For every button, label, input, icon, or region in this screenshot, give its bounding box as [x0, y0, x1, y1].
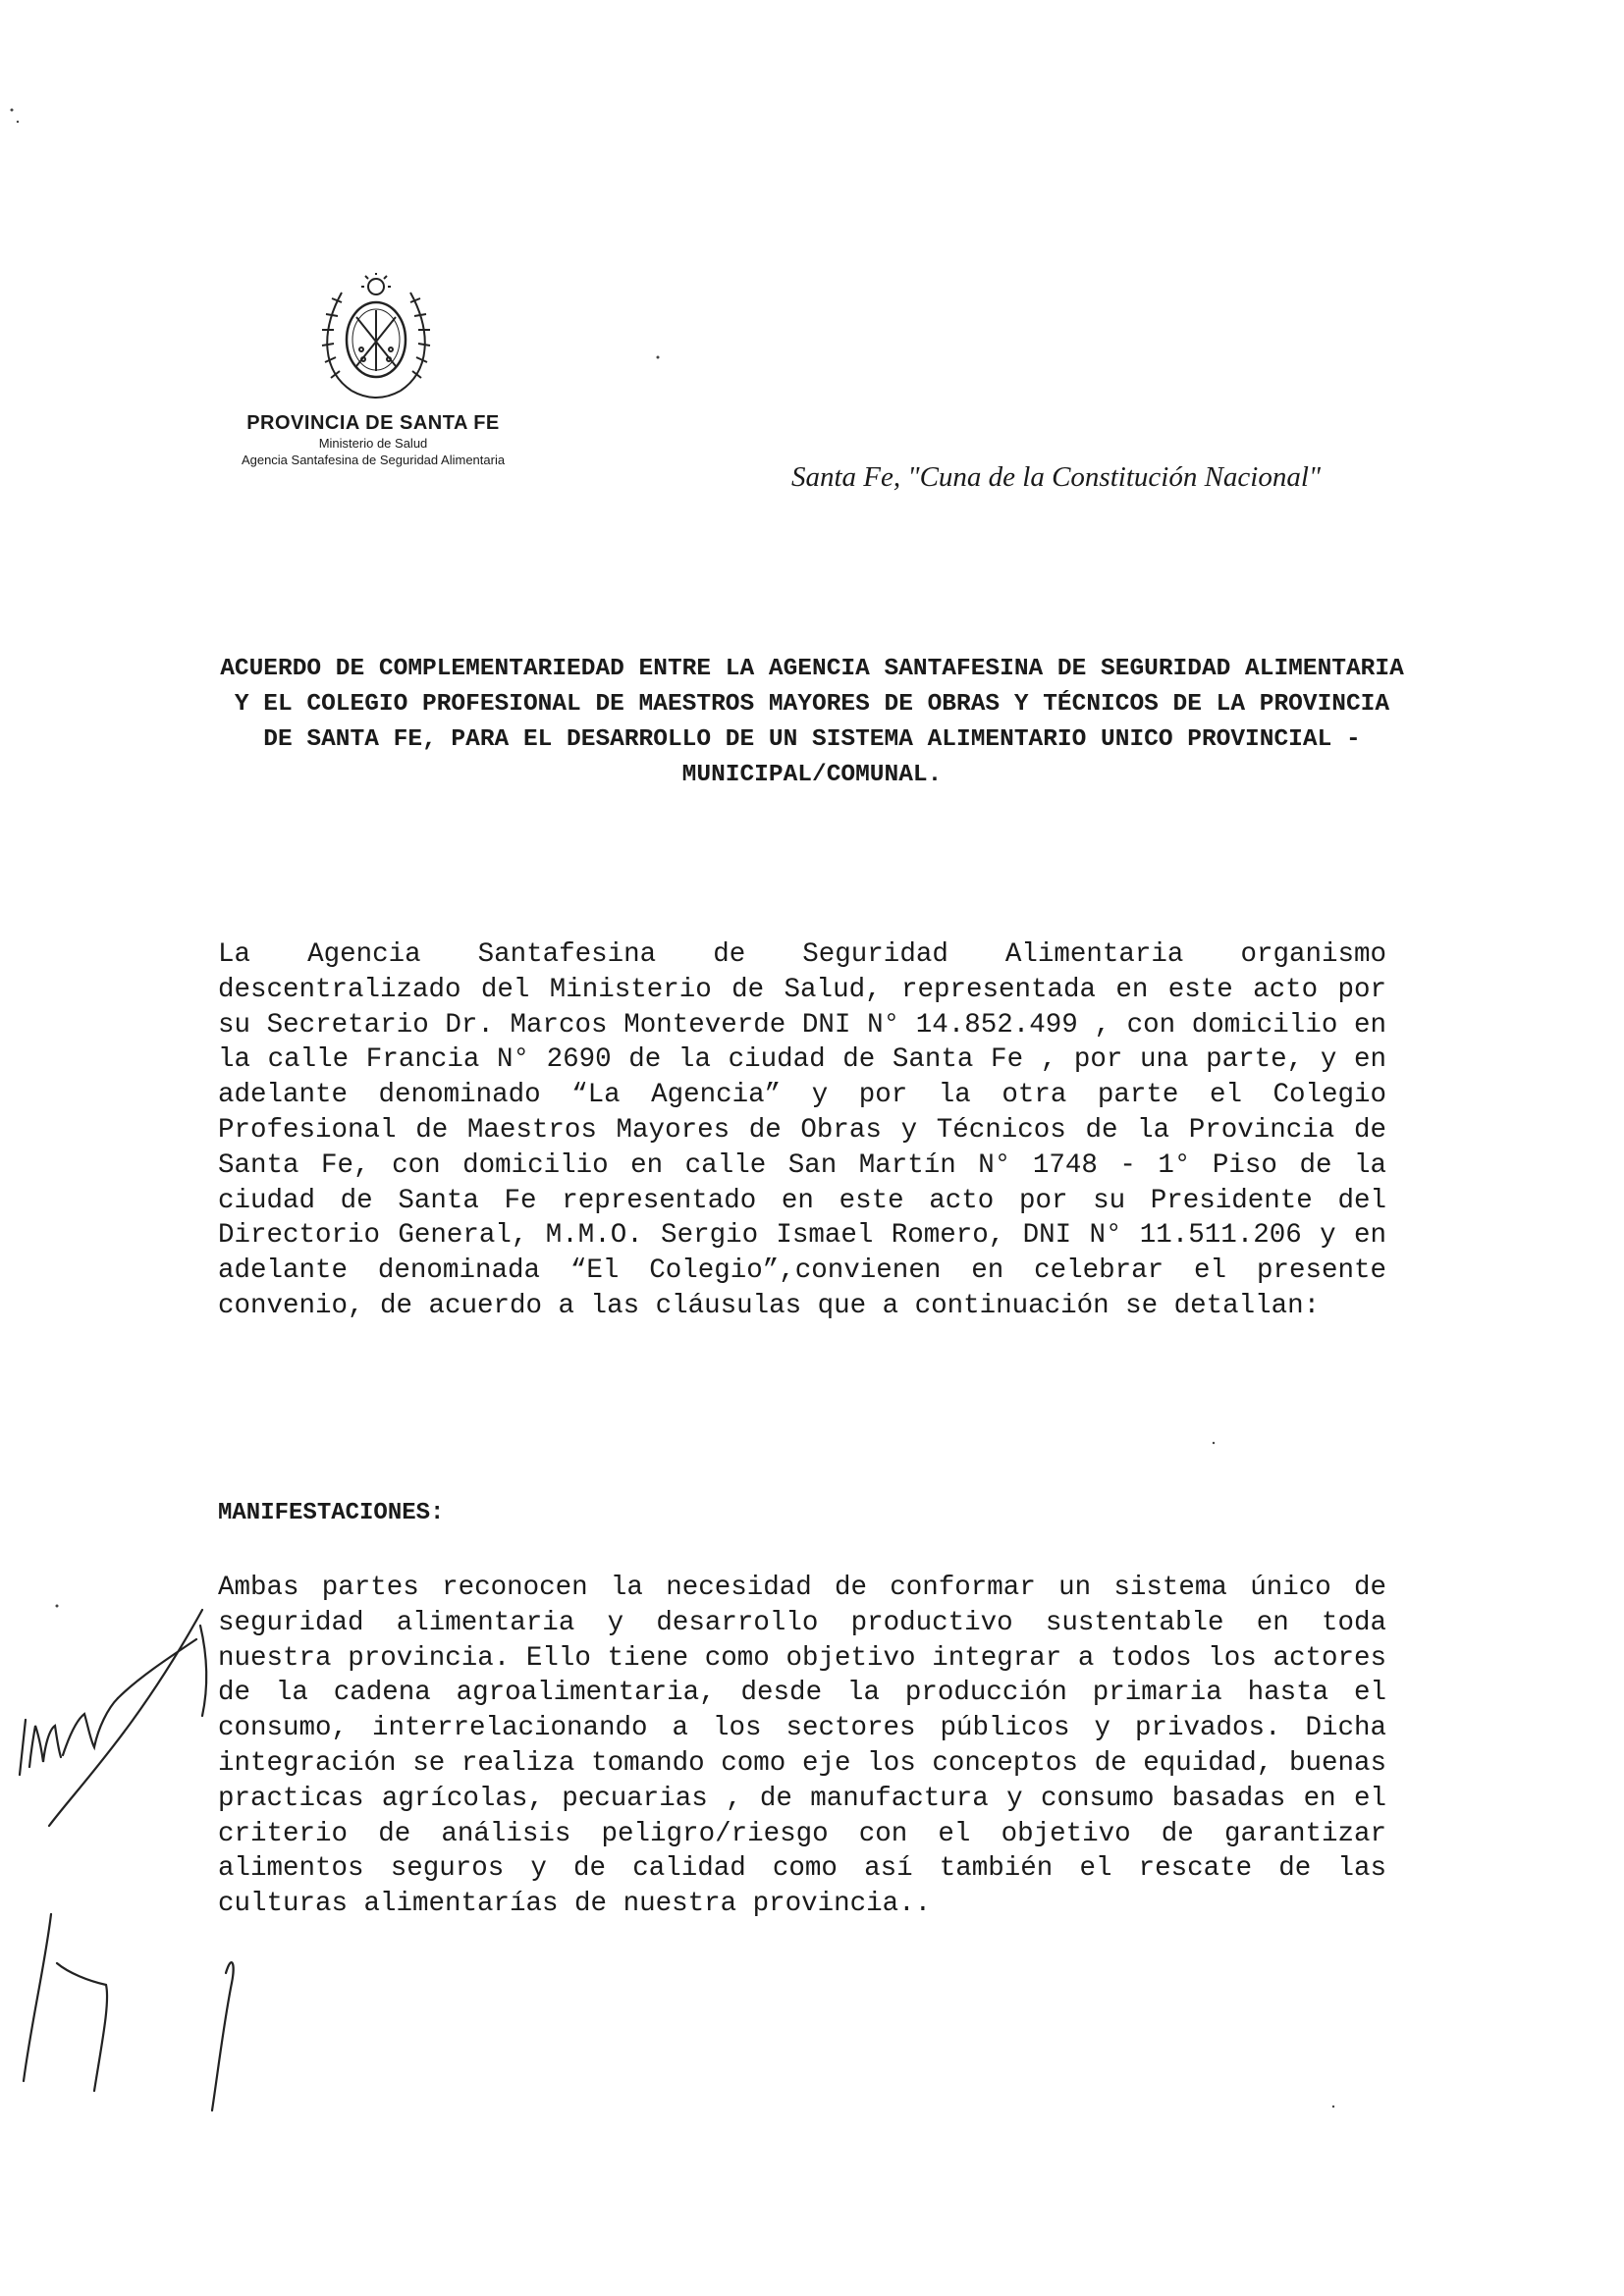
agency-name: Agencia Santafesina de Seguridad Alimentaria: [241, 453, 506, 467]
document-title: ACUERDO DE COMPLEMENTARIEDAD ENTRE LA AGENCIA SANTAFESINA DE SEGURIDAD ALIMENTARIA Y EL COLEGIO PROFESIONAL DE MAESTROS MAYORES DE OBRAS Y TÉCNICOS DE LA PROVINCIA DE SANTA FE, PARA EL DESARROLLO DE UN SISTEMA ALIMENTARIO UNICO PROVINCIAL - MUNICIPAL/COMUNAL.: [220, 656, 1404, 788]
intro-paragraph: La Agencia Santafesina de Seguridad Alimentaria organismo descentralizado del Ministerio de Salud, representada en este acto por su Secretario Dr. Marcos Monteverde DNI N° 14.852.499 , con domicilio en la calle Francia N° 2690 de la ciudad de Santa Fe , por una parte, y en adelante denominado “La Agencia” y por la otra parte el Colegio Profesional de Maestros Mayores de Obras y Técnicos de la Provincia de Santa Fe, con domicilio en calle San Martín N° 1748 - 1° Piso de la ciudad de Santa Fe representado en este acto por su Presidente del Directorio General, M.M.O. Sergio Ismael Romero, DNI N° 11.511.206 y en adelante denominada “El Colegio”,convienen en celebrar el presente convenio, de acuerdo a las cláusulas que a continuación se detallan:: [218, 939, 1386, 1321]
handwritten-initials: [20, 1610, 206, 1826]
ministry-name: Ministerio de Salud: [318, 436, 428, 451]
section-heading-manifestaciones: MANIFESTACIONES:: [218, 1500, 445, 1526]
manifestaciones-paragraph: Ambas partes reconocen la necesidad de conformar un sistema único de seguridad alimentaria y desarrollo productivo sustentable en toda nuestra provincia. Ello tiene como objetivo integrar a todos los actores de la cadena agroalimentaria, desde la producción primaria hasta el consumo, interrelacionando a los sectores públicos y privados. Dicha integración se realiza tomando como eje los conceptos de equidad, buenas practicas agrícolas, pecuarias , de manufactura y consumo basadas en el criterio de análisis peligro/riesgo con el objetivo de garantizar alimentos seguros y de calidad como así también el rescate de las culturas alimentarías de nuestra provincia..: [218, 1573, 1386, 1920]
province-motto: Santa Fe, "Cuna de la Constitución Nacional": [791, 461, 1322, 493]
province-name: PROVINCIA DE SANTA FE: [246, 412, 500, 434]
issuing-organization: [206, 412, 540, 468]
handwritten-signature: [24, 1914, 234, 2110]
province-coat-of-arms-icon: [312, 273, 440, 410]
